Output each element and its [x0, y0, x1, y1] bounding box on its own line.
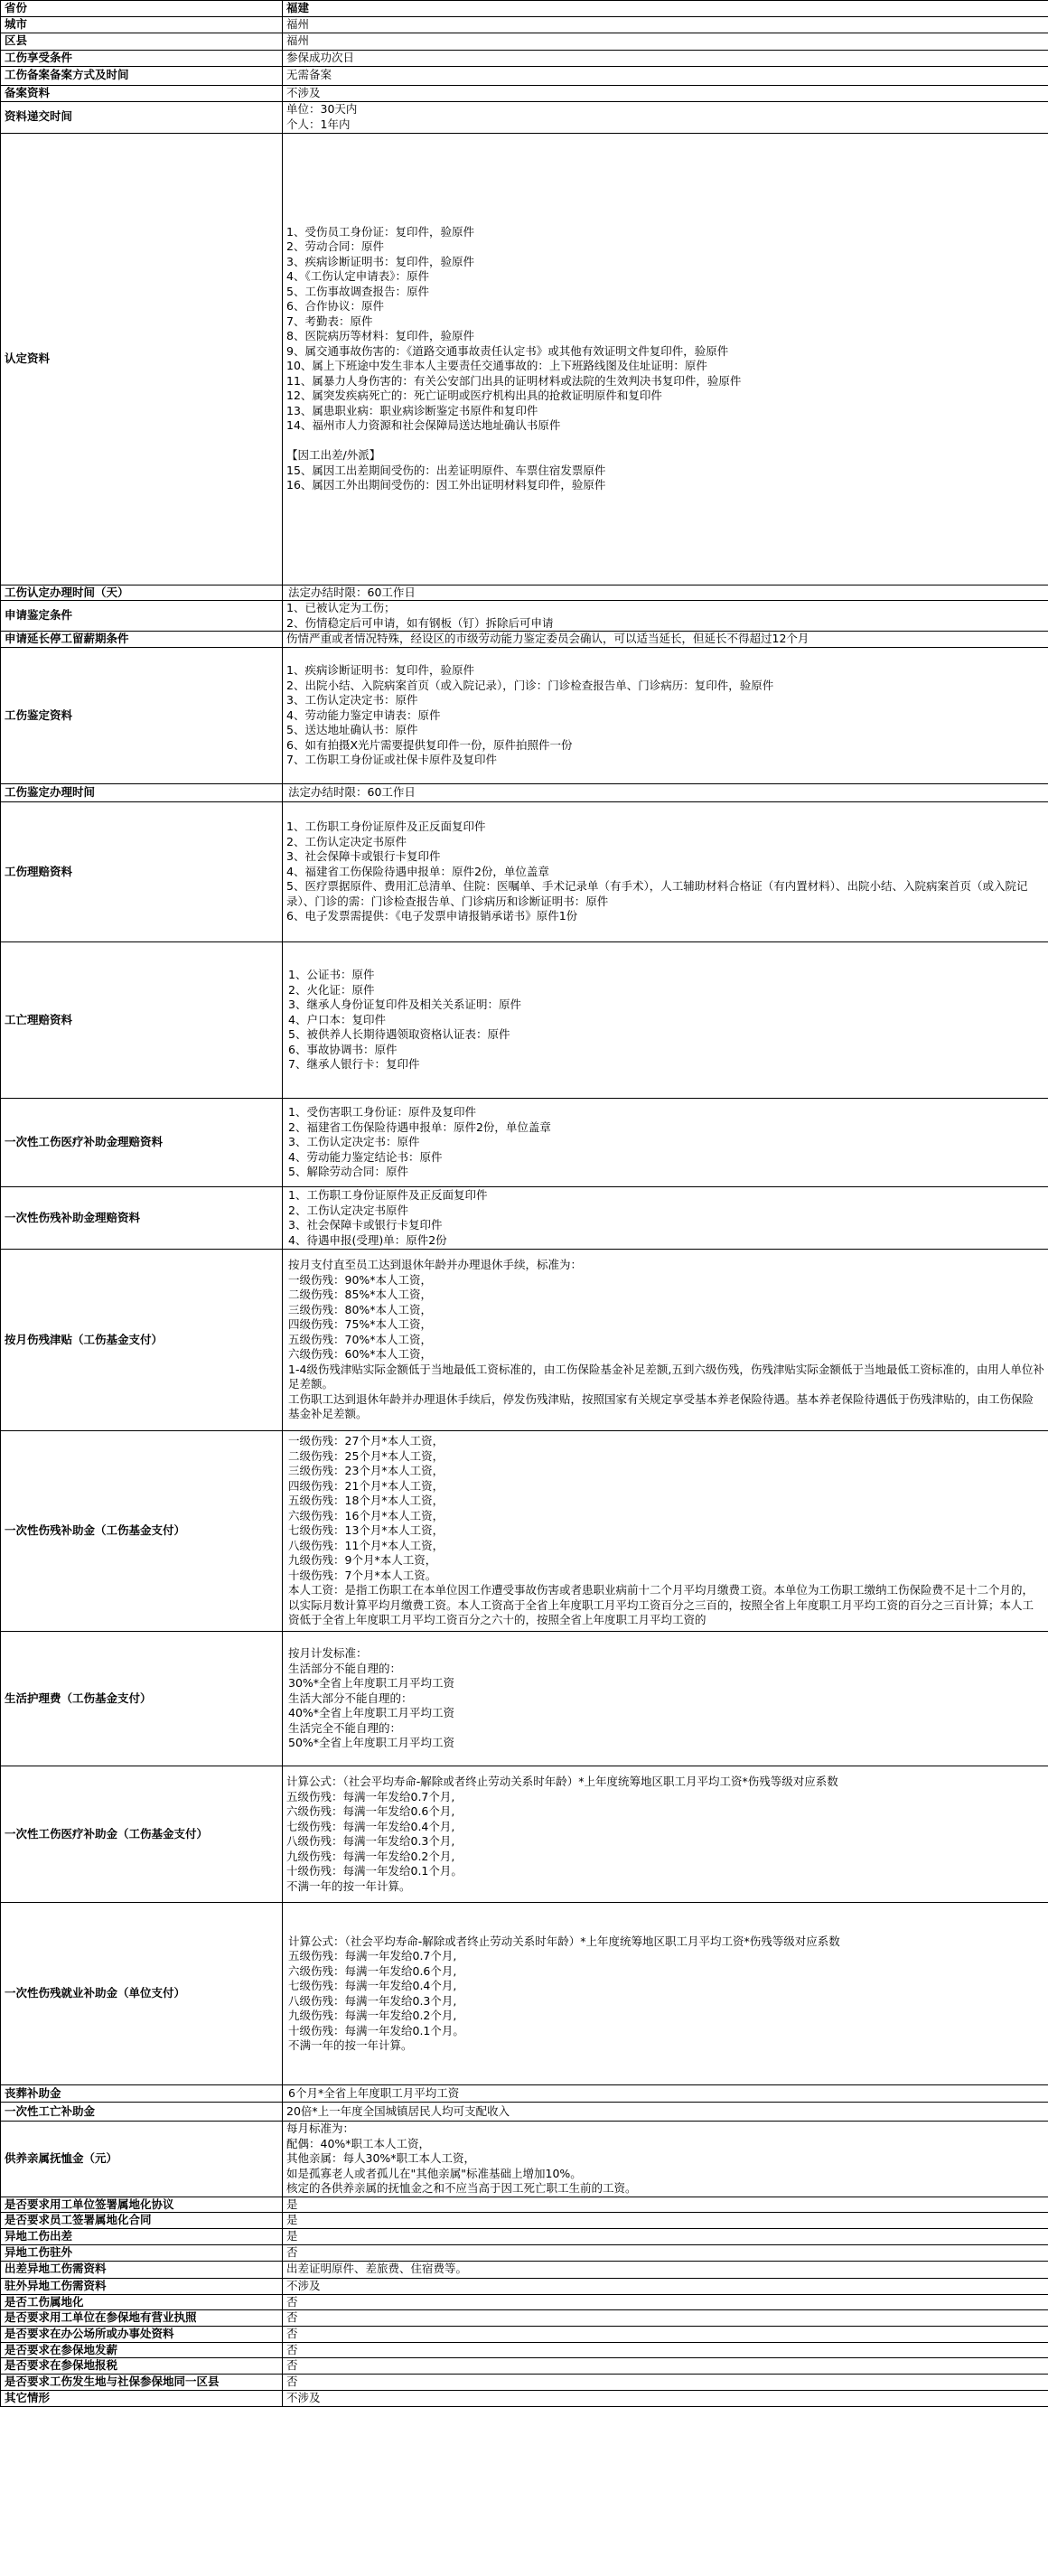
row-key: 按月伤残津贴（工伤基金支付） — [1, 1250, 283, 1431]
row-value: 按月支付直至员工达到退休年龄并办理退休手续，标准为： 一级伤残：90%*本人工资， 二级伤残：85%*本人工资， 三级伤残：80%*本人工资， 四级伤残：75%*本人工资， 五级伤残：70%*本人工资， 六级伤残：60%*本人工资， 1-4级伤残津贴实际金额低于当地最低工资标准的，由工伤保险基金补足差额,五到六级伤残，伤残津贴实际金额低于当地最低工资标准的，由用人单位补足差额。 工伤职工达到退休年龄并办理退休手续后，停发伤残津贴，按照国家有关规定享受基本养老保险待遇。基本养老保险待遇低于伤残津贴的，由工伤保险基金补足差额。 — [283, 1250, 1048, 1431]
row-value: 法定办结时限：60工作日 — [283, 784, 1048, 802]
row-key: 工亡理赔资料 — [1, 942, 283, 1099]
row-key: 认定资料 — [1, 133, 283, 585]
row-key: 一次性伤残补助金（工伤基金支付） — [1, 1431, 283, 1632]
table-row — [1, 2326, 1048, 2342]
row-key: 一次性伤残就业补助金（单位支付） — [1, 1903, 283, 2085]
row-value: 1、公证书：原件 2、火化证：原件 3、继承人身份证复印件及相关关系证明：原件 4、户口本：复印件 5、被供养人长期待遇领取资格认证表：原件 6、事故协调书：原件 7、继承人银行卡：复印件 — [283, 942, 1048, 1099]
row-key: 是否要求在参保地报税 — [1, 2358, 283, 2375]
row-value: 否 — [283, 2294, 1048, 2310]
row-key: 申请鉴定条件 — [1, 601, 283, 632]
row-key: 生活护理费（工伤基金支付） — [1, 1632, 283, 1766]
row-value: 无需备案 — [283, 66, 1048, 85]
row-value: 是 — [283, 2213, 1048, 2229]
row-key: 一次性伤残补助金理赔资料 — [1, 1187, 283, 1250]
row-value: 1、受伤害职工身份证：原件及复印件 2、福建省工伤保险待遇申报单：原件2份，单位盖章 3、工伤认定决定书：原件 4、劳动能力鉴定结论书：原件 5、解除劳动合同：原件 — [283, 1099, 1048, 1187]
table-row — [1, 2391, 1048, 2407]
row-value: 伤情严重或者情况特殊，经设区的市级劳动能力鉴定委员会确认，可以适当延长，但延长不得超过12个月 — [283, 632, 1048, 648]
row-key: 资料递交时间 — [1, 101, 283, 133]
table-row — [1, 2375, 1048, 2391]
row-key: 一次性工亡补助金 — [1, 2103, 283, 2122]
table-row — [1, 2342, 1048, 2358]
table-row — [1, 50, 1048, 66]
row-key: 异地工伤驻外 — [1, 2244, 283, 2261]
table-row — [1, 2244, 1048, 2261]
row-key: 申请延长停工留薪期条件 — [1, 632, 283, 648]
table-row — [1, 16, 1048, 33]
row-value: 不涉及 — [283, 2278, 1048, 2294]
row-key: 工伤享受条件 — [1, 50, 283, 66]
table-row — [1, 1250, 1048, 1431]
table-row — [1, 1431, 1048, 1632]
table-row — [1, 2122, 1048, 2197]
row-value: 福州 — [283, 16, 1048, 33]
row-key: 备案资料 — [1, 85, 283, 101]
row-key: 一次性工伤医疗补助金（工伤基金支付） — [1, 1766, 283, 1903]
table-row — [1, 2358, 1048, 2375]
row-key: 一次性工伤医疗补助金理赔资料 — [1, 1099, 283, 1187]
row-value: 按月计发标准： 生活部分不能自理的： 30%*全省上年度职工月平均工资 生活大部分不能自理的： 40%*全省上年度职工月平均工资 生活完全不能自理的： 50%*全省上年度职工月平均工资 — [283, 1632, 1048, 1766]
row-value: 1、工伤职工身份证原件及正反面复印件 2、工伤认定决定书原件 3、社会保障卡或银行卡复印件 4、福建省工伤保险待遇申报单：原件2份，单位盖章 5、医疗票据原件、费用汇总清单、住院：医嘱单、手术记录单（有手术），人工辅助材料合格证（有内置材料）、出院小结、入院病案首页（或入院记录）、门诊的需：门诊检查报告单、门诊病历和诊断证明书：原件 6、电子发票需提供：《电子发票申请报销承诺书》原件1份 — [283, 802, 1048, 942]
row-value: 计算公式：（社会平均寿命-解除或者终止劳动关系时年龄）*上年度统筹地区职工月平均工资*伤残等级对应系数 五级伤残：每满一年发给0.7个月, 六级伤残：每满一年发给0.6个月, 七级伤残：每满一年发给0.4个月, 八级伤残：每满一年发给0.3个月, 九级伤残：每满一年发给0.2个月, 十级伤残：每满一年发给0.1个月。 不满一年的按一年计算。 — [283, 1766, 1048, 1903]
row-value: 法定办结时限：60工作日 — [283, 585, 1048, 601]
row-key: 工伤鉴定资料 — [1, 648, 283, 784]
row-value: 否 — [283, 2342, 1048, 2358]
table-row — [1, 632, 1048, 648]
table-row — [1, 585, 1048, 601]
table-row — [1, 802, 1048, 942]
table-row — [1, 33, 1048, 50]
row-key: 驻外异地工伤需资料 — [1, 2278, 283, 2294]
row-value: 否 — [283, 2375, 1048, 2391]
table-row — [1, 85, 1048, 101]
row-key: 工伤备案备案方式及时间 — [1, 66, 283, 85]
row-key: 是否要求用工单位在参保地有营业执照 — [1, 2310, 283, 2327]
row-value: 1、已被认定为工伤； 2、伤情稳定后可申请，如有钢板（钉）拆除后可申请 — [283, 601, 1048, 632]
row-value: 福州 — [283, 33, 1048, 50]
table-row — [1, 1632, 1048, 1766]
table-row — [1, 601, 1048, 632]
header-key: 省份 — [1, 1, 283, 17]
row-key: 区县 — [1, 33, 283, 50]
table-row — [1, 133, 1048, 585]
row-value: 是 — [283, 2229, 1048, 2245]
table-row — [1, 2310, 1048, 2327]
row-value: 计算公式：（社会平均寿命-解除或者终止劳动关系时年龄）*上年度统筹地区职工月平均工资*伤残等级对应系数 五级伤残：每满一年发给0.7个月, 六级伤残：每满一年发给0.6个月, 七级伤残：每满一年发给0.4个月, 八级伤残：每满一年发给0.3个月, 九级伤残：每满一年发给0.2个月, 十级伤残：每满一年发给0.1个月。 不满一年的按一年计算。 — [283, 1903, 1048, 2085]
row-value: 1、受伤员工身份证：复印件，验原件 2、劳动合同：原件 3、疾病诊断证明书：复印件，验原件 4、《工伤认定申请表》：原件 5、工伤事故调查报告：原件 6、合作协议：原件 7、考勤表：原件 8、医院病历等材料：复印件，验原件 9、属交通事故伤害的：《道路交通事故责任认定书》或其他有效证明文件复印件，验原件 10、属上下班途中发生非本人主要责任交通事故的：上下班路线图及住址证明：原件 11、属暴力人身伤害的：有关公安部门出具的证明材料或法院的生效判决书复印件，验原件 12、属突发疾病死亡的：死亡证明或医疗机构出具的抢救证明原件和复印件 13、属患职业病：职业病诊断鉴定书原件和复印件 14、福州市人力资源和社会保障局送达地址确认书原件 【因工出差/外派】 15、属因工出差期间受伤的：出差证明原件、车票住宿发票原件 16、属因工外出期间受伤的：因工外出证明材料复印件，验原件 — [283, 133, 1048, 585]
table-row — [1, 1187, 1048, 1250]
table-row — [1, 2229, 1048, 2245]
row-value: 6个月*全省上年度职工月平均工资 — [283, 2085, 1048, 2103]
row-key: 工伤认定办理时间（天） — [1, 585, 283, 601]
row-key: 是否要求员工签署属地化合同 — [1, 2213, 283, 2229]
table-row — [1, 1099, 1048, 1187]
table-row — [1, 2278, 1048, 2294]
row-value: 否 — [283, 2326, 1048, 2342]
table-row — [1, 1766, 1048, 1903]
table-row — [1, 2197, 1048, 2213]
row-key: 工伤理赔资料 — [1, 802, 283, 942]
table-row — [1, 648, 1048, 784]
row-value: 每月标准为： 配偶：40%*职工本人工资， 其他亲属：每人30%*职工本人工资， 如是孤寡老人或者孤儿在"其他亲属"标准基础上增加10%。 核定的各供养亲属的抚恤金之和不应当高于因工死亡职工生前的工资。 — [283, 2122, 1048, 2197]
row-key: 出差异地工伤需资料 — [1, 2261, 283, 2278]
table-row — [1, 784, 1048, 802]
row-value: 是 — [283, 2197, 1048, 2213]
row-value: 出差证明原件、差旅费、住宿费等。 — [283, 2261, 1048, 2278]
row-value: 单位：30天内 个人：1年内 — [283, 101, 1048, 133]
row-key: 其它情形 — [1, 2391, 283, 2407]
row-value: 否 — [283, 2358, 1048, 2375]
row-key: 工伤鉴定办理时间 — [1, 784, 283, 802]
row-value: 不涉及 — [283, 2391, 1048, 2407]
header-value: 福建 — [283, 1, 1048, 17]
table-row — [1, 2213, 1048, 2229]
row-value: 否 — [283, 2310, 1048, 2327]
row-key: 是否要求用工单位签署属地化协议 — [1, 2197, 283, 2213]
row-key: 是否要求在办公场所或办事处资料 — [1, 2326, 283, 2342]
row-value: 1、疾病诊断证明书：复印件，验原件 2、出院小结、入院病案首页（或入院记录），门诊：门诊检查报告单、门诊病历：复印件，验原件 3、工伤认定决定书：原件 4、劳动能力鉴定申请表：原件 5、送达地址确认书：原件 6、如有拍摄X光片需要提供复印件一份，原件拍照件一份 7、工伤职工身份证或社保卡原件及复印件 — [283, 648, 1048, 784]
table-row — [1, 101, 1048, 133]
table-row — [1, 66, 1048, 85]
table-row — [1, 2085, 1048, 2103]
row-value: 否 — [283, 2244, 1048, 2261]
row-value: 一级伤残：27个月*本人工资， 二级伤残：25个月*本人工资， 三级伤残：23个月*本人工资， 四级伤残：21个月*本人工资， 五级伤残：18个月*本人工资， 六级伤残：16个月*本人工资， 七级伤残：13个月*本人工资， 八级伤残：11个月*本人工资， 九级伤残：9个月*本人工资， 十级伤残：7个月*本人工资。 本人工资：是指工伤职工在本单位因工作遭受事故伤害或者患职业病前十二个月平均月缴费工资。本单位为工伤职工缴纳工伤保险费不足十二个月的，以实际月数计算平均月缴费工资。本人工资高于全省上年度职工月平均工资百分之三百的，按照全省上年度职工月平均工资的百分之三百计算；本人工资低于全省上年度职工月平均工资百分之六十的，按照全省上年度职工月平均工资的 — [283, 1431, 1048, 1632]
row-value: 20倍*上一年度全国城镇居民人均可支配收入 — [283, 2103, 1048, 2122]
table-row — [1, 2294, 1048, 2310]
row-key: 供养亲属抚恤金（元） — [1, 2122, 283, 2197]
table-row — [1, 1903, 1048, 2085]
row-key: 是否工伤属地化 — [1, 2294, 283, 2310]
row-value: 不涉及 — [283, 85, 1048, 101]
header-row — [1, 1, 1048, 17]
row-key: 城市 — [1, 16, 283, 33]
table-row — [1, 2103, 1048, 2122]
table-row — [1, 942, 1048, 1099]
row-value: 1、工伤职工身份证原件及正反面复印件 2、工伤认定决定书原件 3、社会保障卡或银行卡复印件 4、待遇申报(受理)单：原件2份 — [283, 1187, 1048, 1250]
row-key: 异地工伤出差 — [1, 2229, 283, 2245]
table-row — [1, 2261, 1048, 2278]
row-key: 丧葬补助金 — [1, 2085, 283, 2103]
row-value: 参保成功次日 — [283, 50, 1048, 66]
row-key: 是否要求工伤发生地与社保参保地同一区县 — [1, 2375, 283, 2391]
row-key: 是否要求在参保地发薪 — [1, 2342, 283, 2358]
